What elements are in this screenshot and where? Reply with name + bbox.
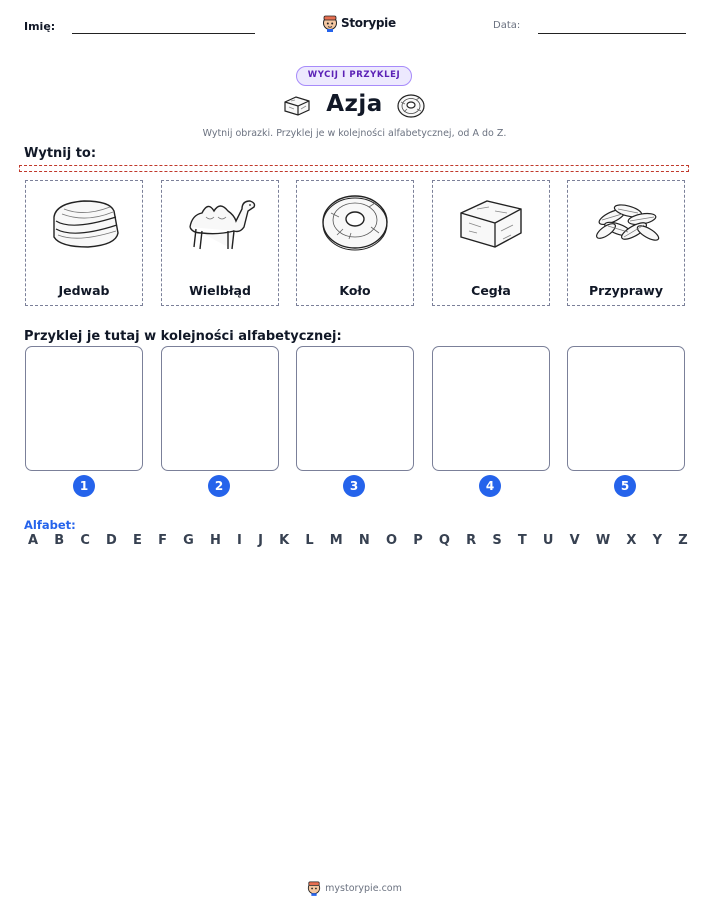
paste-section-heading: Przyklej je tutaj w kolejności alfabetycznej:	[24, 329, 342, 344]
letter: K	[279, 533, 290, 548]
letter: L	[305, 533, 314, 548]
letter: S	[492, 533, 502, 548]
letter: B	[54, 533, 65, 548]
card-label: Cegła	[471, 283, 511, 298]
card-label: Przyprawy	[589, 283, 663, 298]
wheel-icon	[396, 93, 426, 119]
wheel-icon	[297, 187, 413, 261]
cut-card-silk[interactable]	[25, 180, 143, 306]
activity-badge: WYCIJ I PRZYKLEJ	[296, 66, 412, 86]
date-line[interactable]	[538, 33, 686, 34]
card-label: Koło	[339, 283, 371, 298]
letter: D	[106, 533, 117, 548]
letter: N	[358, 533, 370, 548]
card-label: Jedwab	[58, 283, 110, 298]
letter: C	[80, 533, 90, 548]
page-title: Azja	[326, 91, 383, 117]
paste-box-5[interactable]	[567, 346, 685, 471]
cut-section-heading: Wytnij to:	[24, 146, 97, 161]
card-label: Wielbłąd	[189, 283, 251, 298]
letter: H	[209, 533, 221, 548]
letter: I	[237, 533, 242, 548]
date-label: Data:	[493, 20, 521, 31]
brick-icon	[433, 187, 549, 261]
instructions: Wytnij obrazki. Przyklej je w kolejności alfabetycznej, od A do Z.	[202, 128, 507, 139]
brand-name: Storypie	[341, 16, 396, 30]
letter: P	[413, 533, 423, 548]
alphabet-label: Alfabet:	[24, 518, 76, 532]
cut-card-spices[interactable]	[567, 180, 685, 306]
letter: J	[258, 533, 263, 548]
letter: O	[385, 533, 398, 548]
letter: Q	[438, 533, 450, 548]
letter: U	[542, 533, 554, 548]
paste-box-2[interactable]	[161, 346, 279, 471]
letter: T	[517, 533, 527, 548]
storypie-mascot-icon	[307, 880, 321, 896]
letter: E	[133, 533, 142, 548]
letter: G	[183, 533, 194, 548]
paste-box-3[interactable]	[296, 346, 414, 471]
storypie-mascot-icon	[322, 14, 338, 32]
paste-number-2: 2	[208, 475, 230, 497]
cut-card-wheel[interactable]	[296, 180, 414, 306]
paste-number-4: 4	[479, 475, 501, 497]
letter: Z	[678, 533, 688, 548]
paste-box-1[interactable]	[25, 346, 143, 471]
footer-site[interactable]: mystorypie.com	[325, 882, 402, 894]
footer	[0, 880, 709, 896]
camel-icon	[162, 187, 278, 261]
letter: Y	[652, 533, 663, 548]
cut-card-camel[interactable]	[161, 180, 279, 306]
letter: R	[466, 533, 477, 548]
paste-number-3: 3	[343, 475, 365, 497]
letter: V	[569, 533, 580, 548]
paste-number-1: 1	[73, 475, 95, 497]
alphabet-row	[28, 533, 688, 548]
name-line[interactable]	[72, 33, 255, 34]
cut-line	[19, 165, 689, 172]
paste-number-5: 5	[614, 475, 636, 497]
name-label: Imię:	[24, 20, 56, 33]
letter: F	[158, 533, 167, 548]
letter: A	[28, 533, 39, 548]
cut-card-brick[interactable]	[432, 180, 550, 306]
brand-logo	[322, 12, 396, 34]
spices-icon	[568, 187, 684, 261]
silk-icon	[26, 187, 142, 261]
paste-box-4[interactable]	[432, 346, 550, 471]
letter: M	[329, 533, 343, 548]
letter: X	[626, 533, 637, 548]
letter: W	[595, 533, 611, 548]
